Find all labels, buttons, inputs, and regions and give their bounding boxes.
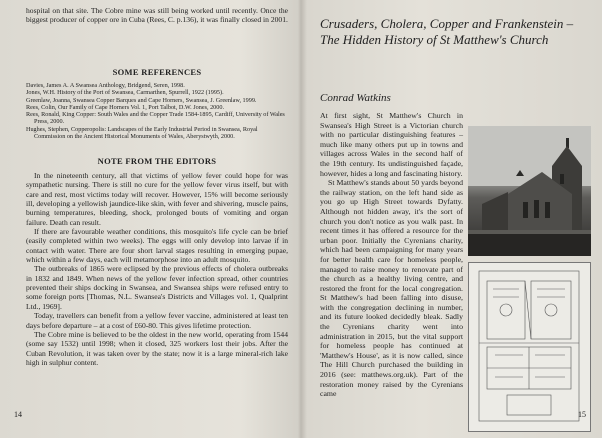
editors-paragraph: The Cobre mine is believed to be the oldest in the new world, operating from 1544 (some say 1532) until 1998; when it closed, 325 workers lost their jobs. After the Cuban Revolution, it was taken over by the state; now it is a large mineral-rich lake high in sulphur content. bbox=[26, 329, 288, 367]
reference-item: Hughes, Stephen, Copperopolis: Landscapes of the Early Industrial Period in Swansea, Royal Commission on the Ancient Historical Monuments of Wales, Aberystwyth, 2000. bbox=[26, 125, 258, 141]
references-list bbox=[26, 82, 288, 140]
reference-item: Davies, James A. A Swansea Anthology, Bridgend, Seren, 1998. bbox=[26, 82, 185, 89]
church-photo bbox=[468, 126, 591, 256]
editors-heading: NOTE FROM THE EDITORS bbox=[97, 156, 217, 166]
editors-paragraph: In the nineteenth century, all that victims of yellow fever could hope for was sympathetic nursing. There is still no cure for the yellow fever virus itself, but with care and rest, most victims today will recover. However, 15% will become seriously ill, developing a yellowish jaundice-like skin, with fever and shivering, muscle pains, burning temperatures, bleeding, shock, prolonged bouts of vomiting and organ failure. Death can result. bbox=[26, 171, 288, 227]
article-author: Conrad Watkins bbox=[320, 92, 391, 104]
floor-plan-drawing bbox=[468, 262, 591, 432]
reference-item: Jones, W.H. History of the Port of Swansea, Carmarthen, Spurrell, 1922 (1995). bbox=[26, 89, 224, 97]
article-body bbox=[320, 111, 463, 399]
left-page bbox=[0, 0, 300, 438]
page-number-left: 14 bbox=[14, 410, 22, 419]
right-page bbox=[302, 0, 602, 438]
references-heading: SOME REFERENCES bbox=[112, 67, 202, 77]
editors-note bbox=[26, 171, 288, 367]
editors-paragraph: The outbreaks of 1865 were eclipsed by the previous effects of cholera outbreaks in 1832 and 1849. When news of the yellow fever infection spread, other countries prevented their ships docking in Swansea, and Swansea ships were refused entry to some foreign ports [Thomas, N.L. Swansea's Districts and Villages vol. 1, Qualprint Ltd., 1969]. bbox=[26, 264, 288, 311]
reference-item: Greenlaw, Joanna, Swansea Copper Barques and Cape Horners, Swansea, J. Greenlaw, 1999. bbox=[26, 96, 257, 104]
reference-item: Rees, Colin, Our Family of Cape Horners Vol. 1, Port Talbot, D.W. Jones, 2000. bbox=[26, 103, 225, 111]
intro-paragraph: hospital on that site. The Cobre mine was still being worked until recently. Once the biggest producer of copper ore in Cuba (Rees, C. p.136), it was finally closed in 2001. bbox=[26, 6, 288, 25]
reference-item: Rees, Ronald, King Copper: South Wales and the Copper Trade 1584-1895, Cardiff, University of Wales Press, 2000. bbox=[26, 111, 285, 126]
church-photo-illustration bbox=[468, 126, 591, 256]
article-title: Crusaders, Cholera, Copper and Frankenstein – The Hidden History of St Matthew's Church bbox=[320, 16, 574, 47]
page-number-right: 15 bbox=[578, 410, 586, 419]
editors-paragraph: If there are favourable weather conditions, this mosquito's life cycle can be brief (easily completed within two weeks). The eggs will only develop into larvae if in contact with water. There are four short larval stages resulting in emerging pupae, which within a few days, each will metamorphose into an adult mosquito. bbox=[26, 227, 288, 265]
floor-plan-illustration bbox=[469, 263, 590, 431]
editors-paragraph: Today, travellers can benefit from a yellow fever vaccine, administered at least ten days before departure – at a cost of £60-80. This gives lifetime protection. bbox=[26, 311, 288, 330]
article-paragraph: St Matthew's stands about 50 yards beyond the railway station, on the left hand side as you go up High Street towards Dyfatty. Although not hidden away, it's the sort of church you don't notice as you walk past. In recent times it has offered a resource for the urban poor. Initially the Cyrenians charity, which had been campaigning for many years for better health care for homeless people, managed to raise money to renovate part of the church as a healthy living centre, and restored the front for the local congregation. St Matthew's had been falling into disuse, with the congregation declining in number, and its future looked decidedly bleak. Sadly the Cyrenians charity went into administration in 2015, but the vital support for homeless people has continued at 'Matthew's House', as it is now called, since The Hill Church purchased the building in 2016 (see: matthews.org.uk). Part of the restoration money raised by the Cyrenians came bbox=[320, 178, 463, 399]
article-paragraph: At first sight, St Matthew's Church in Swansea's High Street is a Victorian church with no particular distinguishing features – much like many others put up in towns and villages across Wales in the second half of the 19th century. Its undistinguished façade, however, hides a long and fascinating history. bbox=[320, 111, 463, 178]
